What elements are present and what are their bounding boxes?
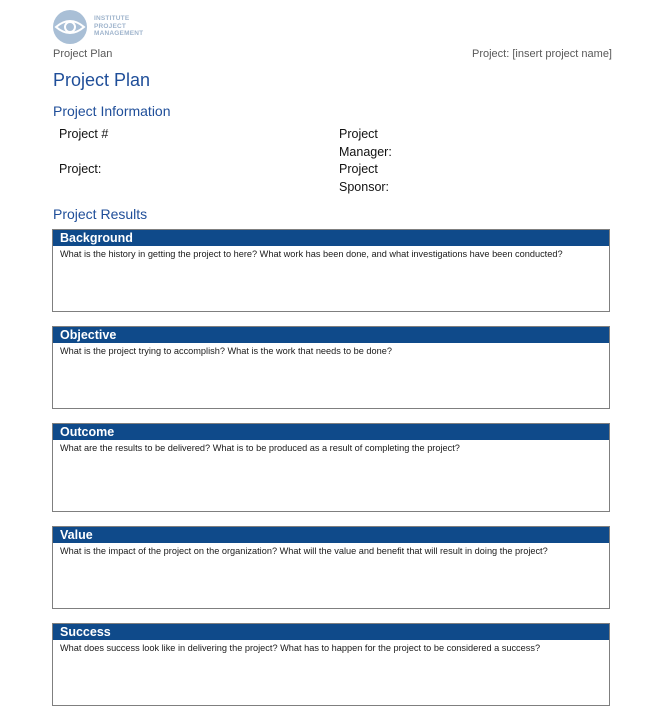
- section-title: Value: [53, 527, 609, 543]
- outcome-section: [52, 423, 610, 512]
- section-title: Background: [53, 230, 609, 246]
- project-results-heading: Project Results: [53, 206, 148, 222]
- section-title: Objective: [53, 327, 609, 343]
- value-section: [52, 526, 610, 609]
- header-doc-title: Project Plan: [53, 48, 113, 60]
- success-section: [52, 623, 610, 706]
- project-number-label: Project #: [59, 127, 109, 141]
- section-title: Success: [53, 624, 609, 640]
- institute-logo: [52, 9, 172, 45]
- project-sponsor-label: Project Sponsor:: [339, 162, 390, 194]
- section-prompt: What does success look like in delivering the project? What has to happen for the project to be considered a success?: [60, 643, 541, 653]
- project-manager-label: Project Manager:: [339, 127, 392, 159]
- eye-logo-icon: [52, 9, 88, 45]
- background-section: [52, 229, 610, 312]
- section-prompt: What is the history in getting the project to here? What work has been done, and what investigations have been conducted?: [60, 249, 563, 259]
- header-project-name: Project: [insert project name]: [471, 48, 612, 60]
- page-title: Project Plan: [53, 70, 151, 90]
- logo-wordmark: INSTITUTE PROJECT MANAGEMENT: [94, 15, 144, 37]
- project-information-heading: Project Information: [53, 103, 171, 119]
- objective-section: [52, 326, 610, 409]
- section-title: Outcome: [53, 424, 609, 440]
- section-prompt: What are the results to be delivered? What is to be produced as a result of completing the project?: [60, 443, 460, 453]
- project-label: Project:: [59, 162, 102, 176]
- section-prompt: What is the project trying to accomplish? What is the work that needs to be done?: [60, 346, 392, 356]
- section-prompt: What is the impact of the project on the organization? What will the value and benefit that will result in doing the project?: [60, 546, 548, 556]
